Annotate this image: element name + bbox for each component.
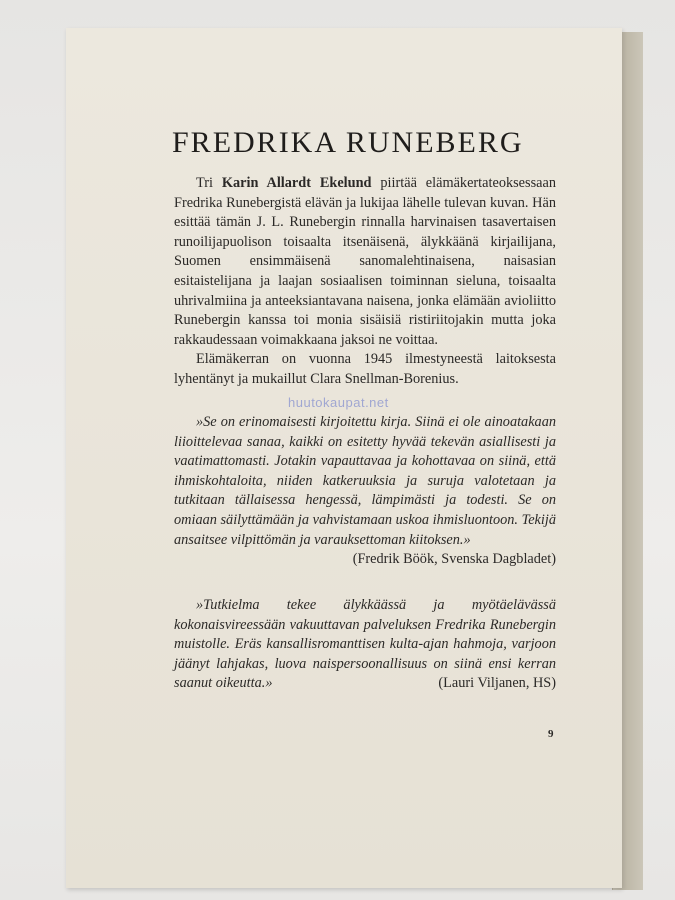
intro-rest: piirtää elämäkertateoksessaan Fredrika Runebergistä elävän ja lukijaa lähelle tulevan kuvan. Hän esittää tämän J. L. Runebergin rinnalla harvinaisen tasavertaisen runoilijapuolison toisaalta itsenäisenä, älykkäänä kirjailijana, Suomen ensimmäisenä sanomalehtinaisena, naisasian esitaistelijana ja laajan sosiaalisen toiminnan sieluna, toisaalta uhrivalmiina ja anteeksiantavana naisena, jonka elämään avioliitto Runebergin kanssa toi monia sisäisiä ristiriitojakin mutta joka rakkaudessaan voimakkaana jaksoi ne voittaa. (174, 175, 556, 348)
book-title: FREDRIKA RUNEBERG (172, 126, 524, 159)
review-quote-1-source: (Fredrik Böök, Svenska Dagbladet) (352, 551, 556, 568)
blurb-text (174, 174, 556, 390)
review-quote-2-source: (Lauri Viljanen, HS) (438, 675, 556, 692)
intro-lead: Tri (196, 175, 222, 191)
intro-paragraph (174, 174, 556, 350)
author-name: Karin Allardt Ekelund (221, 175, 372, 191)
page-number: 9 (548, 728, 554, 740)
review-quote-2 (174, 596, 556, 694)
review-quote-1 (174, 413, 556, 570)
edition-note: Elämäkerran on vuonna 1945 ilmestyneestä laitoksesta lyhentänyt ja mukaillut Clara Snellman-Borenius. (174, 351, 556, 387)
review-quote-2-text (174, 596, 556, 694)
review-quote-2-body: »Tutkielma tekee älykkäässä ja myötäelävässä kokonaisvireessään vakuuttavan palveluksen Fredrika Runebergin muistolle. Eräs kansallisromanttisen kulta-ajan hahmoja, varjoon jäänyt lahjakas, luova naispersoonallisuus on siinä ensi kerran saanut oikeutta.» (174, 597, 556, 692)
review-quote-1-text: »Se on erinomaisesti kirjoitettu kirja. Siinä ei ole ainoatakaan liioittelevaa sanaa, kaikki on esitetty hyvää tekevän asiallisesti ja vaatimattomasti. Jotakin vapauttavaa ja kohottavaa on siinä, että ihmiskohtaloita, niiden katkeruuksia ja suruja valotetaan ja tutkitaan tällaisessa hengessä, lämpimästi ja todesti. Se on omiaan säilyttämään ja vahvistamaan uskoa ihmisluontoon. Tekijä ansaitsee vilpittömän ja varauksettoman kiitoksen.» (174, 414, 556, 548)
watermark-text: huutokaupat.net (288, 395, 389, 410)
